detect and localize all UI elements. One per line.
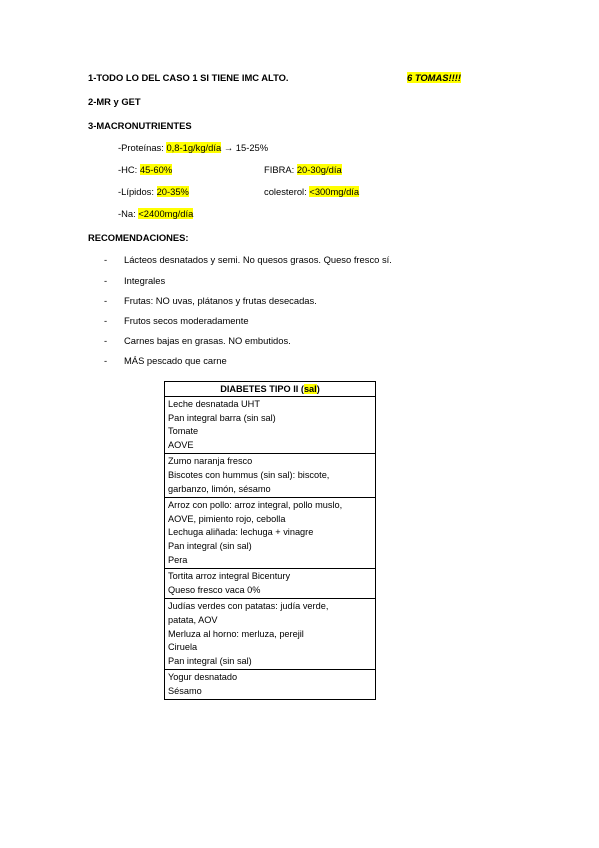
diet-table — [164, 381, 376, 700]
fibra-label: FIBRA: — [264, 164, 297, 175]
dash-bullet: - — [104, 275, 108, 286]
tomas-note — [407, 72, 461, 83]
na-value: <2400mg/día — [138, 208, 194, 219]
recommendation-text: Integrales — [124, 275, 166, 286]
table-title-open: ( — [300, 384, 304, 394]
meal-line: Tortita arroz integral Bicentury — [168, 571, 291, 582]
colesterol-label: colesterol: — [264, 186, 310, 197]
proteinas-label: -Proteínas: — [118, 142, 167, 153]
macro-fibra — [264, 164, 342, 175]
meal-line: Pera — [168, 554, 188, 565]
macro-colesterol — [264, 186, 359, 197]
recommendation-text: Carnes bajas en grasas. NO embutidos. — [124, 335, 291, 346]
meal-line: Pan integral (sin sal) — [168, 655, 252, 666]
meal-line: AOVE, pimiento rojo, cebolla — [168, 513, 286, 524]
table-title-highlight: sal — [303, 384, 317, 394]
meal-line: Pan integral barra (sin sal) — [168, 412, 276, 423]
heading-mr-get: 2-MR y GET — [88, 96, 141, 107]
meal-line: garbanzo, limón, sésamo — [168, 483, 271, 494]
recommendation-text: Lácteos desnatados y semi. No quesos grasos. Queso fresco sí. — [124, 254, 392, 265]
dash-bullet: - — [104, 254, 108, 265]
meal-line: Pan integral (sin sal) — [168, 540, 252, 551]
macro-proteinas — [118, 142, 268, 153]
hc-label: -HC: — [118, 164, 140, 175]
macro-na — [118, 208, 193, 219]
table-row — [165, 599, 376, 670]
colesterol-value: <300mg/día — [309, 186, 360, 197]
table-row — [165, 670, 376, 700]
meal-cell — [165, 569, 376, 599]
proteinas-pct: 15-25% — [233, 142, 269, 153]
table-title-close: ) — [316, 384, 320, 394]
meal-line: Sésamo — [168, 685, 202, 696]
dash-bullet: - — [104, 315, 108, 326]
table-row — [165, 569, 376, 599]
lipidos-label: -Lípidos: — [118, 186, 157, 197]
table-row — [165, 498, 376, 569]
table-row — [165, 397, 376, 454]
hc-value: 45-60% — [139, 164, 173, 175]
meal-cell — [165, 670, 376, 700]
meal-line: Ciruela — [168, 642, 198, 653]
table-title-main: DIABETES TIPO II — [220, 384, 301, 394]
meal-line: Zumo naranja fresco — [168, 456, 253, 467]
tomas-highlight: 6 TOMAS!!!! — [407, 72, 461, 83]
meal-line: Queso fresco vaca 0% — [168, 584, 261, 595]
meal-line: Lechuga aliñada: lechuga + vinagre — [168, 527, 314, 538]
dash-bullet: - — [104, 355, 108, 366]
recommendation-text: Frutas: NO uvas, plátanos y frutas desecadas. — [124, 295, 317, 306]
meal-cell — [165, 498, 376, 569]
table-row — [165, 454, 376, 498]
macro-hc — [118, 164, 172, 175]
meal-line: Leche desnatada UHT — [168, 399, 260, 409]
heading-caso-1: 1-TODO LO DEL CASO 1 SI TIENE IMC ALTO. — [88, 72, 289, 83]
table-header-row — [165, 382, 376, 397]
meal-line: Biscotes con hummus (sin sal): biscote, — [168, 469, 330, 480]
recomendaciones-title: RECOMENDACIONES: — [88, 232, 189, 243]
meal-cell — [165, 454, 376, 498]
recommendation-text: MÁS pescado que carne — [124, 355, 227, 366]
lipidos-value: 20-35% — [156, 186, 189, 197]
meal-line: Tomate — [168, 426, 199, 437]
meal-line: AOVE — [168, 439, 194, 450]
meal-line: Yogur desnatado — [168, 672, 238, 683]
meal-line: Merluza al horno: merluza, perejil — [168, 628, 304, 639]
proteinas-value: 0,8-1g/kg/día — [166, 142, 222, 153]
heading-macronutrientes: 3-MACRONUTRIENTES — [88, 120, 192, 131]
dash-bullet: - — [104, 335, 108, 346]
table-title — [165, 382, 376, 397]
macro-lipidos — [118, 186, 189, 197]
meal-line: patata, AOV — [168, 614, 218, 625]
arrow-icon: → — [223, 142, 234, 153]
na-label: -Na: — [118, 208, 139, 219]
meal-line: Arroz con pollo: arroz integral, pollo muslo, — [168, 500, 343, 511]
meal-line: Judías verdes con patatas: judía verde, — [168, 601, 329, 612]
dash-bullet: - — [104, 295, 108, 306]
meal-cell — [165, 599, 376, 670]
recommendation-text: Frutos secos moderadamente — [124, 315, 249, 326]
meal-cell — [165, 397, 376, 454]
fibra-value: 20-30g/día — [296, 164, 342, 175]
